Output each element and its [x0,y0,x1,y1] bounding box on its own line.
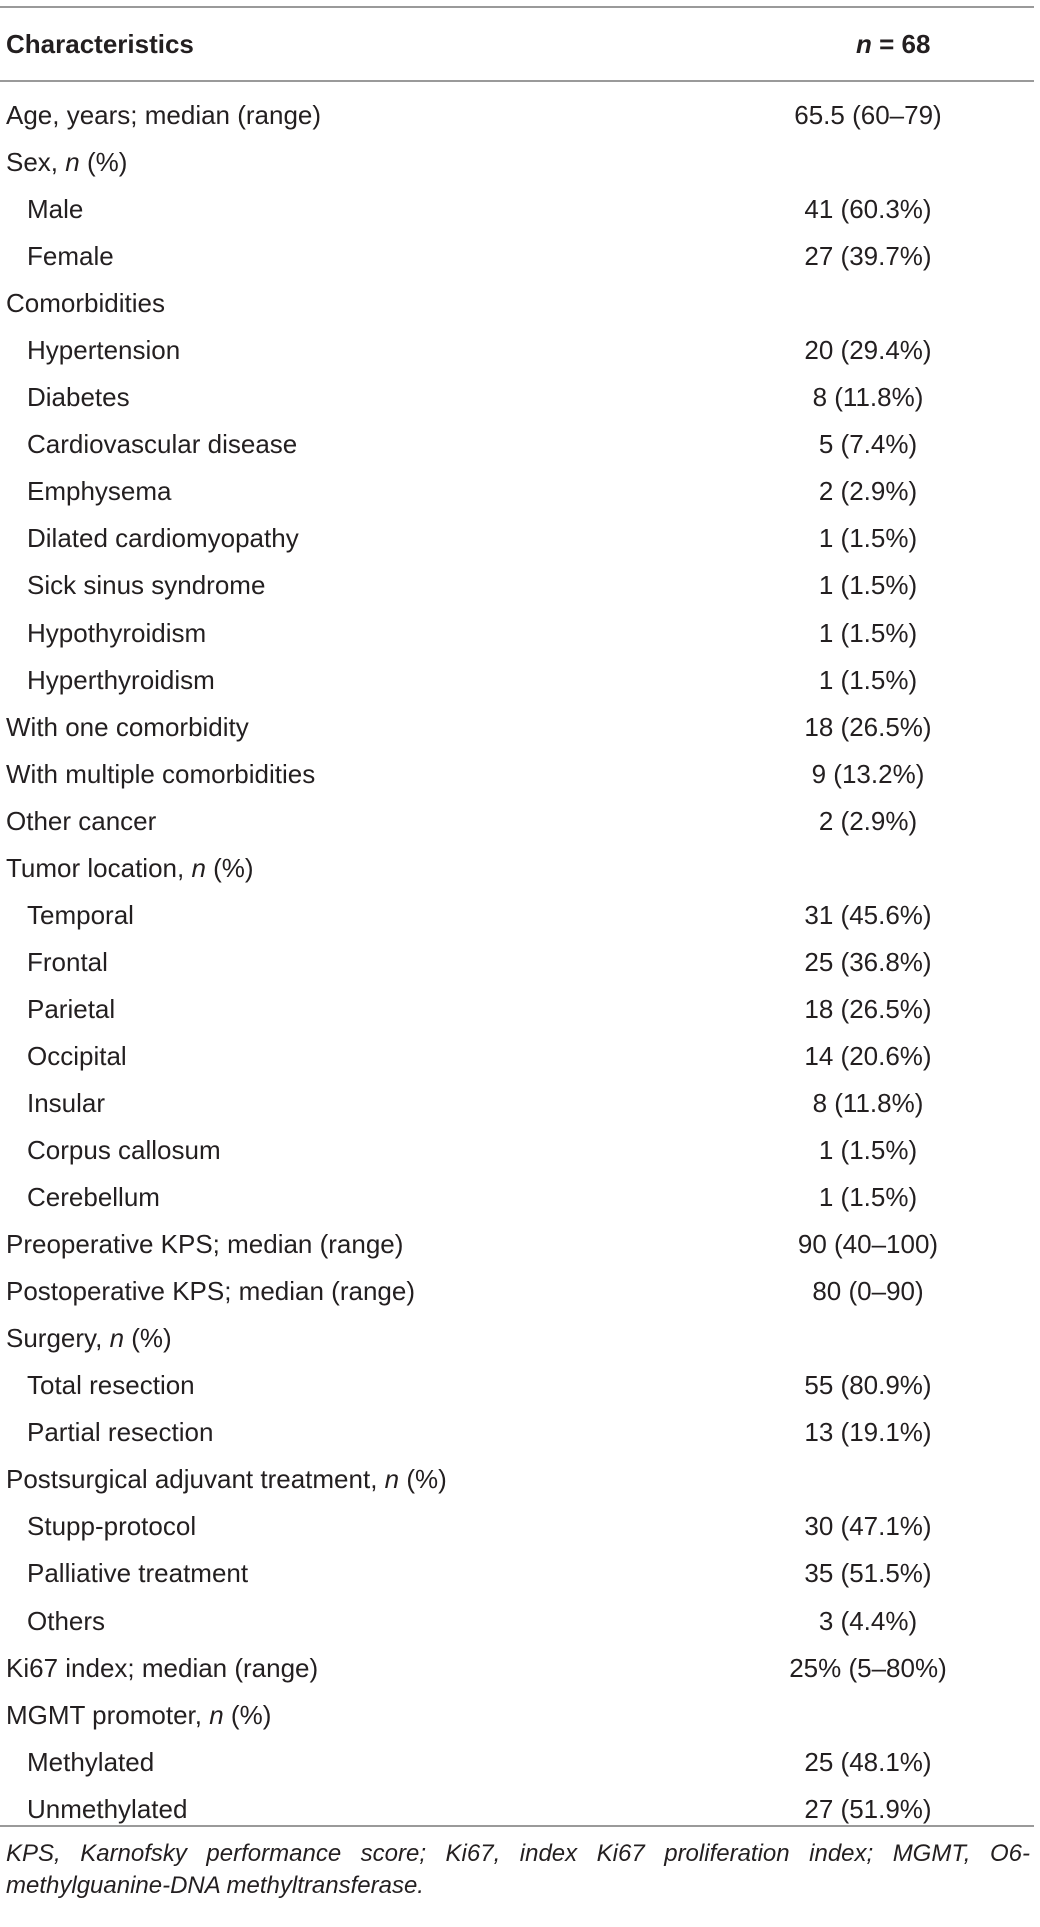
row-value: 80 (0–90) [812,1276,924,1307]
table-row [0,516,1034,563]
table-row [0,1504,1034,1551]
table-row [0,328,1034,375]
row-label: Other cancer [6,805,157,836]
row-value: 14 (20.6%) [804,1040,932,1071]
row-label [6,1699,271,1731]
row-label: Others [27,1605,106,1636]
row-label: Frontal [27,946,108,977]
row-label-unit: (%) [399,1464,447,1495]
row-label: Age, years; median (range) [6,100,322,130]
row-value: 1 (1.5%) [818,617,918,648]
row-value: 27 (39.7%) [804,241,932,272]
row-label: Sick sinus syndrome [27,570,266,601]
row-label-text: Postsurgical adjuvant treatment, [6,1464,385,1495]
table-row [0,846,1034,893]
header-n-symbol: n [856,29,872,59]
row-label: Insular [27,1087,106,1118]
table-row [0,987,1034,1034]
row-value: 35 (51.5%) [804,1558,932,1589]
table-row [0,1551,1034,1598]
table-row [0,1740,1034,1787]
row-value: 1 (1.5%) [818,523,918,554]
row-label-n-symbol: n [109,1323,125,1354]
row-value: 25% (5–80%) [789,1652,947,1683]
row-label: Methylated [27,1746,155,1777]
row-value: 25 (36.8%) [804,946,932,977]
row-label: Parietal [27,993,116,1024]
row-value: 13 (19.1%) [804,1417,932,1448]
table-row [0,140,1034,187]
table-row [0,799,1034,846]
row-label-unit: (%) [124,1323,172,1354]
row-label: Dilated cardiomyopathy [27,523,299,554]
table-header-rule [0,80,1034,82]
row-value: 5 (7.4%) [818,429,918,460]
row-label: With multiple comorbidities [6,758,316,789]
row-value: 20 (29.4%) [804,335,932,366]
row-label-n-symbol: n [65,147,80,178]
table-row [0,1222,1034,1269]
table-row [0,187,1034,234]
row-label: Hyperthyroidism [27,664,215,695]
row-value: 27 (51.9%) [804,1793,932,1824]
table-row [0,752,1034,799]
table-row [0,234,1034,281]
row-value: 2 (2.9%) [818,805,918,836]
row-label: Female [27,241,114,272]
row-value: 31 (45.6%) [804,899,932,930]
table-row [0,563,1034,610]
row-value: 65.5 (60–79) [794,100,942,130]
row-label [6,146,127,178]
table-row [0,1034,1034,1081]
table-row [0,1269,1034,1316]
header-characteristics: Characteristics [6,29,194,59]
row-label [6,852,254,884]
table-row [0,705,1034,752]
row-label: Comorbidities [6,288,165,319]
row-label: Cardiovascular disease [27,429,298,460]
row-label-text: MGMT promoter, [6,1699,210,1730]
row-value: 41 (60.3%) [804,194,932,225]
row-label-unit: (%) [79,147,128,178]
row-label [6,1463,447,1495]
row-label-text: Tumor location, [6,852,192,883]
row-label-n-symbol: n [384,1464,400,1495]
table-row [0,1363,1034,1410]
table-bottom-rule [0,1825,1034,1827]
row-label: Partial resection [27,1417,214,1448]
row-label: Palliative treatment [27,1558,249,1589]
row-value: 1 (1.5%) [818,1182,918,1213]
row-value: 1 (1.5%) [818,570,918,601]
table-row [0,940,1034,987]
row-label: Hypertension [27,335,181,366]
row-label: Emphysema [27,476,172,507]
row-label: Diabetes [27,382,130,413]
row-value: 25 (48.1%) [804,1746,932,1777]
table-row [0,658,1034,705]
table-row [0,1410,1034,1457]
row-value: 9 (13.2%) [811,758,925,789]
table-row [0,1457,1034,1504]
row-label-text: Sex, [6,147,66,178]
header-n-total [856,29,1040,59]
row-label [6,1322,172,1354]
header-n-count: = 68 [871,29,931,59]
table-row [0,1316,1034,1363]
table-row [0,375,1034,422]
row-label: Hypothyroidism [27,617,207,648]
row-label: Preoperative KPS; median (range) [6,1229,404,1260]
row-label-unit: (%) [205,852,254,883]
table-footnote: KPS, Karnofsky performance score; Ki67, index Ki67 proliferation index; MGMT, O6-methylguanine-DNA methyltransferase. [6,1840,1030,1899]
row-value: 18 (26.5%) [804,711,932,742]
row-label-n-symbol: n [191,852,206,883]
table-row [0,281,1034,328]
row-label: Cerebellum [27,1182,160,1213]
table-row [0,1693,1034,1740]
row-value: 1 (1.5%) [818,664,918,695]
row-label-text: Surgery, [6,1323,110,1354]
table-row [0,611,1034,658]
row-value: 90 (40–100) [797,1229,939,1260]
table-row [0,1128,1034,1175]
row-value: 8 (11.8%) [812,382,924,413]
row-value: 55 (80.9%) [804,1370,932,1401]
row-label: Male [27,194,84,225]
row-value: 30 (47.1%) [804,1511,932,1542]
table-body [0,93,1034,1834]
table-header-row [0,8,1034,80]
table-row [0,1081,1034,1128]
table-row [0,893,1034,940]
row-label: Stupp-protocol [27,1511,197,1542]
row-label-unit: (%) [223,1699,272,1730]
table-row [0,422,1034,469]
row-label: Corpus callosum [27,1135,221,1166]
row-value: 3 (4.4%) [818,1605,918,1636]
row-label-n-symbol: n [209,1699,224,1730]
table-row [0,93,1034,140]
table-row [0,1175,1034,1222]
row-value: 2 (2.9%) [818,476,918,507]
row-value: 1 (1.5%) [818,1135,918,1166]
row-label: Total resection [27,1370,195,1401]
row-label: Occipital [27,1040,127,1071]
row-label: Ki67 index; median (range) [6,1652,319,1683]
table-row [0,469,1034,516]
row-label: With one comorbidity [6,711,249,742]
table-row [0,1599,1034,1646]
row-label: Unmethylated [27,1793,188,1824]
row-label: Temporal [27,899,134,930]
row-value: 18 (26.5%) [804,993,932,1024]
row-label: Postoperative KPS; median (range) [6,1276,415,1307]
row-value: 8 (11.8%) [812,1087,924,1118]
table-row [0,1646,1034,1693]
